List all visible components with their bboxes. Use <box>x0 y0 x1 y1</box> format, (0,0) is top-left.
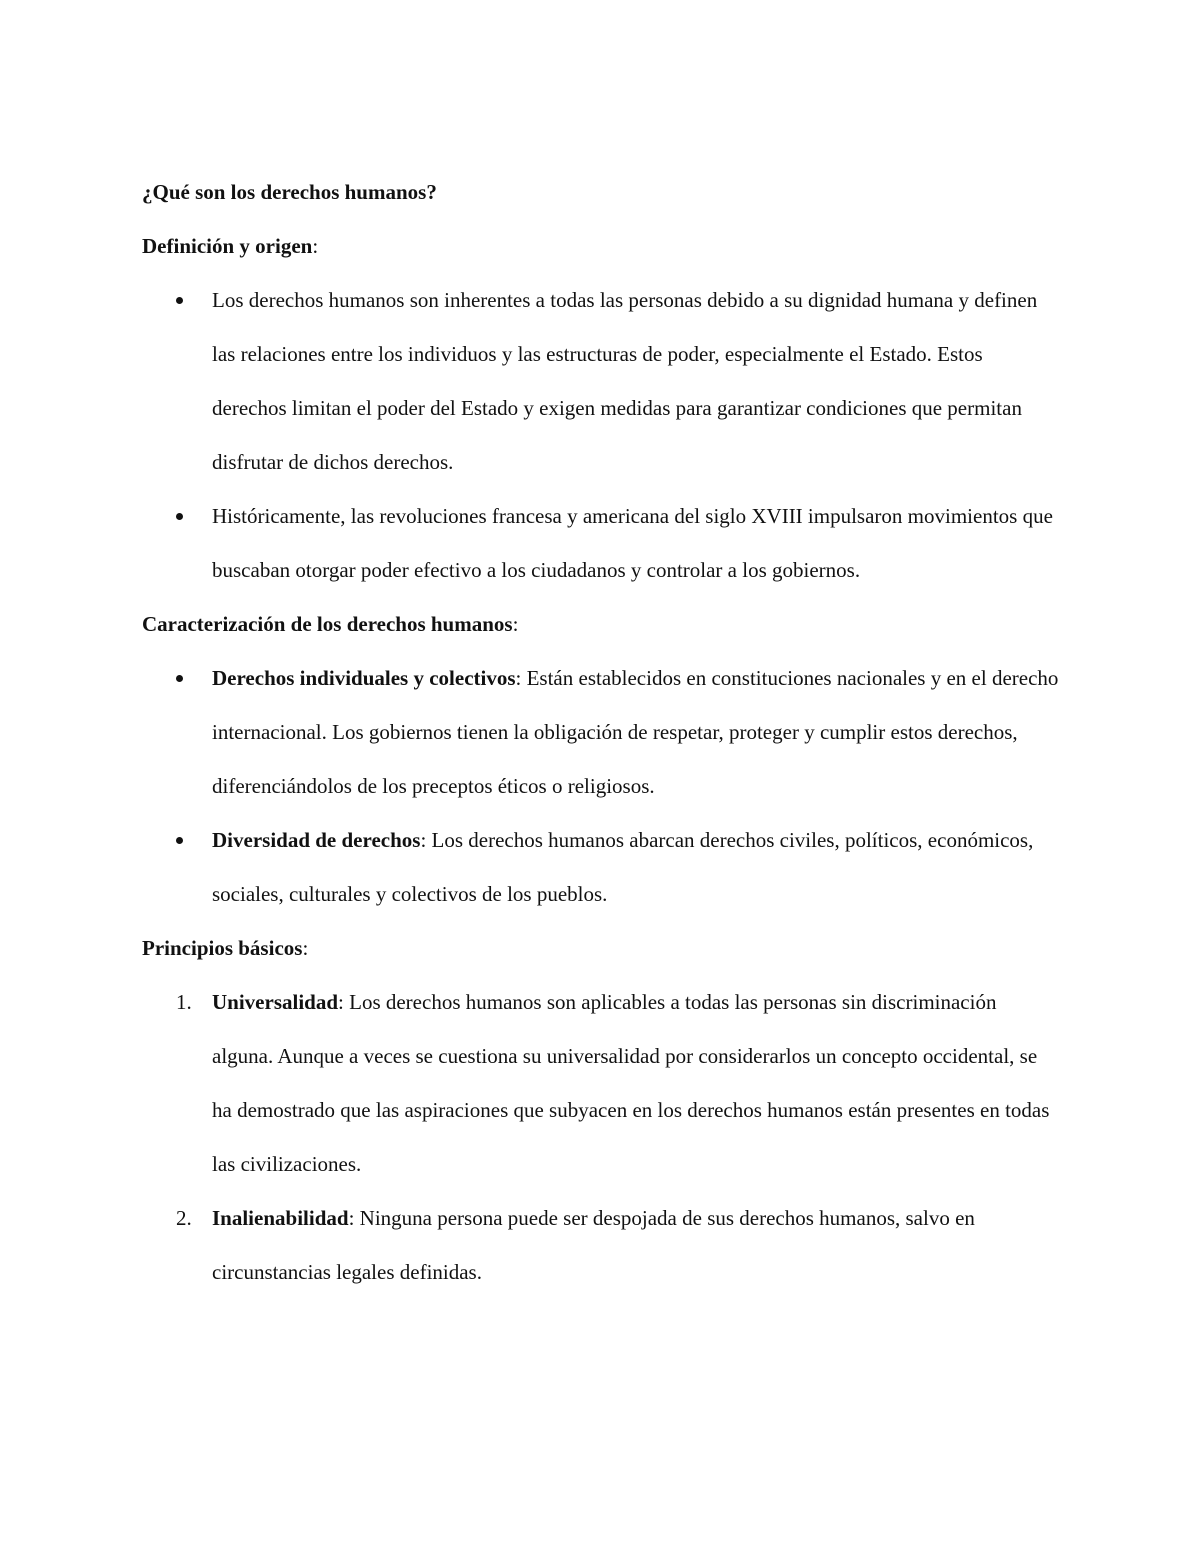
list-item-text: Históricamente, las revoluciones francesa y americana del siglo XVIII impulsaron movimientos que buscaban otorgar poder efectivo a los ciudadanos y controlar a los gobiernos. <box>212 504 1053 582</box>
list-item <box>142 273 1062 489</box>
list-item <box>142 975 1062 1191</box>
list-item-term: Derechos individuales y colectivos <box>212 666 516 690</box>
list-item-text: : Están establecidos en constituciones nacionales y en el derecho internacional. Los gobiernos tienen la obligación de respetar, proteger y cumplir estos derechos, diferenciándolos de los preceptos éticos o religiosos. <box>212 666 1059 798</box>
list-item-number: 1. <box>176 990 192 1014</box>
list-item-term: Diversidad de derechos <box>212 828 421 852</box>
bullet-icon <box>176 675 183 682</box>
document-title: ¿Qué son los derechos humanos? <box>142 180 437 204</box>
list-item <box>142 489 1062 597</box>
section-caracterizacion-heading <box>142 597 1060 651</box>
list-item-term: Universalidad <box>212 990 339 1014</box>
list-item-text: : Ninguna persona puede ser despojada de sus derechos humanos, salvo en circunstancias legales definidas. <box>212 1206 975 1284</box>
section-heading-text: Caracterización de los derechos humanos <box>142 612 513 636</box>
list-item-number: 2. <box>176 1206 192 1230</box>
heading-colon: : <box>512 612 519 636</box>
list-item-text: : Los derechos humanos son aplicables a todas las personas sin discriminación alguna. Aunque a veces se cuestiona su universalidad por considerarlos un concepto occidental, se ha demostrado que las aspiraciones que subyacen en los derechos humanos están presentes en todas las civilizaciones. <box>212 990 1050 1176</box>
caracterizacion-bullet-list <box>142 651 1060 921</box>
section-principios-heading <box>142 921 1060 975</box>
list-item-text: Los derechos humanos son inherentes a todas las personas debido a su dignidad humana y definen las relaciones entre los individuos y las estructuras de poder, especialmente el Estado. Estos derechos limitan el poder del Estado y exigen medidas para garantizar condiciones que permitan disfrutar de dichos derechos. <box>212 288 1038 474</box>
heading-colon: : <box>302 936 309 960</box>
principios-numbered-list <box>142 975 1060 1299</box>
list-item <box>142 1191 1062 1299</box>
bullet-icon <box>176 513 183 520</box>
section-heading-text: Definición y origen <box>142 234 313 258</box>
list-item <box>142 813 1062 921</box>
section-heading-text: Principios básicos <box>142 936 303 960</box>
definicion-bullet-list <box>142 273 1060 597</box>
section-definicion-heading <box>142 219 1060 273</box>
bullet-icon <box>176 297 183 304</box>
heading-colon: : <box>312 234 319 258</box>
list-item <box>142 651 1062 813</box>
list-item-text: : Los derechos humanos abarcan derechos civiles, políticos, económicos, sociales, culturales y colectivos de los pueblos. <box>212 828 1034 906</box>
list-item-term: Inalienabilidad <box>212 1206 349 1230</box>
bullet-icon <box>176 837 183 844</box>
